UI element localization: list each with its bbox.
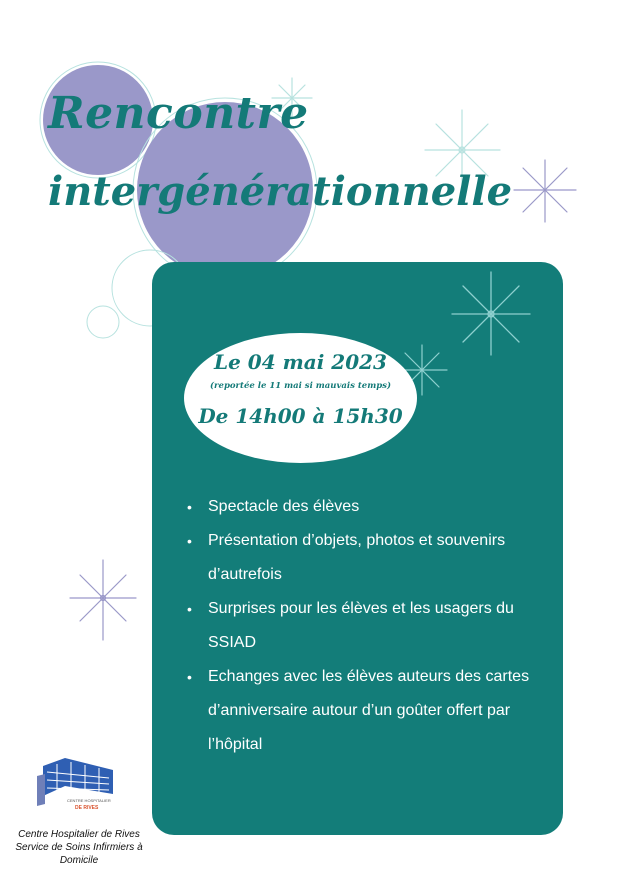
logo-text-bottom: DE RIVES (75, 805, 99, 811)
bullet-icon: • (187, 499, 192, 515)
sparkle-icon (452, 272, 530, 355)
title-line-2: intergénérationnelle (48, 168, 513, 215)
footer-line-2: Service de Soins Infirmiers à (15, 842, 143, 853)
footer-line-1: Centre Hospitalier de Rives (18, 829, 140, 840)
list-item (184, 592, 554, 660)
title-line-1: Rencontre (48, 88, 309, 139)
list-item-text: Surprises pour les élèves et les usagers du SSIAD (208, 600, 514, 651)
event-time: De 14h00 à 15h30 (198, 404, 403, 428)
list-item-text: Echanges avec les élèves auteurs des cartes d’anniversaire autour d’un goûter offert par l’hôpital (208, 668, 530, 753)
program-list (184, 490, 554, 762)
bullet-icon: • (187, 533, 192, 549)
hospital-logo (35, 756, 115, 814)
list-item-text: Présentation d’objets, photos et souvenirs d’autrefois (208, 532, 506, 583)
footer-line-3: Domicile (59, 855, 99, 866)
event-date: Le 04 mai 2023 (214, 350, 387, 374)
bullet-icon: • (187, 601, 192, 617)
bullet-icon: • (187, 669, 192, 685)
date-postponement-note: (reportée le 11 mai si mauvais temps) (210, 381, 391, 391)
list-item-text: Spectacle des élèves (208, 498, 360, 515)
list-item (184, 660, 554, 762)
organization-footer (0, 828, 158, 867)
list-item (184, 524, 554, 592)
logo-text-top: CENTRE HOSPITALIER (67, 798, 111, 803)
list-item (184, 490, 554, 524)
